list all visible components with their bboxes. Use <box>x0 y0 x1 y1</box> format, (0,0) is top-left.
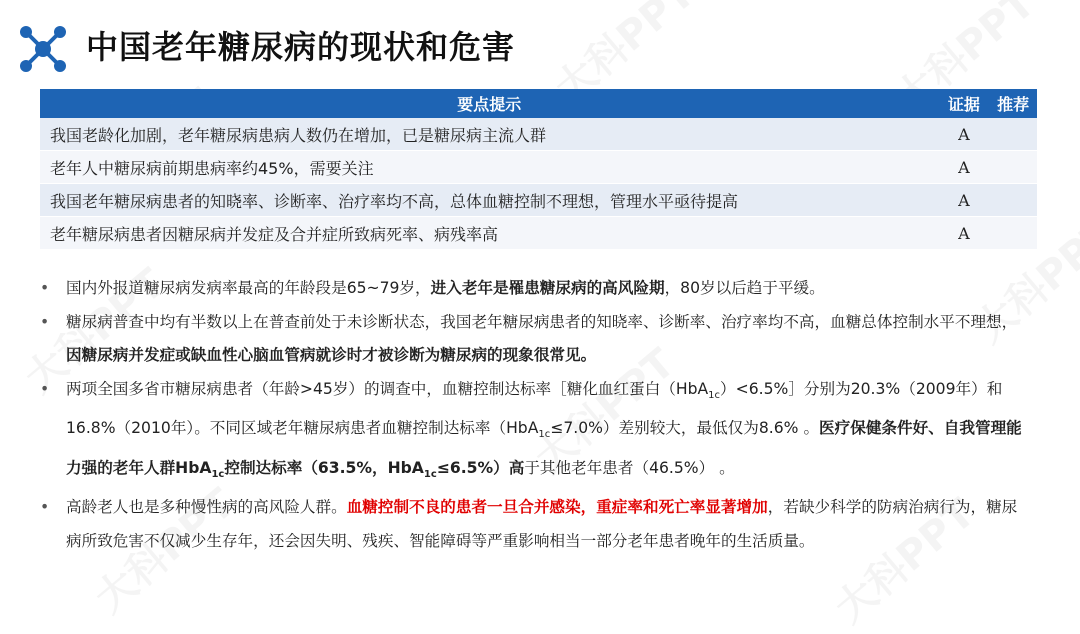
bullet-text: 国内外报道糖尿病发病率最高的年龄段是65~79岁， <box>66 279 431 297</box>
bullet-text: ≤7.0%）差别较大，最低仅为8.6% 。 <box>550 419 820 438</box>
bullet-text: ，80岁以后趋于平缓。 <box>664 279 825 297</box>
bullet-text: ）<6.5%］分别为20.3%（2009年）和16.8%（2010年）。不同区域老年糖尿病患者血糖控制达标率（HbA <box>66 379 1003 438</box>
molecule-logo-icon <box>18 24 68 74</box>
row-recommendation <box>989 217 1037 250</box>
row-recommendation <box>989 151 1037 184</box>
bullet-emphasis: ≤6.5%） <box>436 458 509 477</box>
bullet-list <box>40 272 1030 558</box>
bullet-item-onset-age <box>40 272 1030 306</box>
row-text: 老年人中糖尿病前期患病率约45%，需要关注 <box>40 151 939 184</box>
table-header-row <box>40 89 1037 118</box>
table-row <box>40 118 1037 151</box>
bullet-warning: 血糖控制不良的患者一旦合并感染，重症率和死亡率显著增加 <box>346 498 768 517</box>
bullet-emphasis: 医疗保健条件好、自我管理能力强的老年人群HbA <box>66 419 1022 477</box>
page-title: 中国老年糖尿病的现状和危害 <box>86 28 516 66</box>
bullet-text: 糖尿病普查中均有半数以上在普查前处于未诊断状态，我国老年糖尿病患者的知晓率、诊断率、治疗率均不高，血糖总体控制水平不理想， <box>66 312 1018 331</box>
bullet-text: ，若缺少科学的防病治病行为，糖尿病所致危害不仅减少生存年，还会因失明、残疾、智能障碍等严重影响相当一部分老年患者晚年的生活质量。 <box>66 498 1018 550</box>
bullet-text: 高龄老人也是多种慢性病的高风险人群。 <box>66 498 347 517</box>
header-evidence: 证据 <box>939 89 990 118</box>
subscript: 1c <box>423 468 437 480</box>
header-recommendation: 推荐 <box>989 89 1037 118</box>
row-text: 我国老年糖尿病患者的知晓率、诊断率、治疗率均不高，总体血糖控制不理想，管理水平亟待提高 <box>40 184 939 217</box>
bullet-emphasis: 进入老年是罹患糖尿病的高风险期 <box>430 279 665 297</box>
row-evidence: A <box>939 118 990 151</box>
bullet-item-diagnosis <box>40 306 1030 373</box>
bullet-text: 两项全国多省市糖尿病患者（年龄>45岁）的调查中，血糖控制达标率［糖化血红蛋白（HbA <box>66 379 709 398</box>
bullet-dot-icon: • <box>40 312 50 331</box>
bullet-text: 于其他老年患者（46.5%） 。 <box>524 458 735 477</box>
bullet-dot-icon: • <box>40 279 50 297</box>
row-text: 我国老龄化加剧，老年糖尿病患病人数仍在增加，已是糖尿病主流人群 <box>40 118 939 151</box>
key-points-table <box>40 89 1037 250</box>
row-evidence: A <box>939 151 990 184</box>
row-recommendation <box>989 184 1037 217</box>
bullet-dot-icon: • <box>40 379 50 398</box>
row-evidence: A <box>939 217 990 250</box>
bullet-emphasis: 高 <box>508 458 525 477</box>
row-recommendation <box>989 118 1037 151</box>
table-row <box>40 184 1037 217</box>
bullet-emphasis: 控制达标率（63.5%，HbA <box>224 458 424 477</box>
bullet-item-control-rate <box>40 373 1030 492</box>
header-key-points: 要点提示 <box>40 89 939 118</box>
row-evidence: A <box>939 184 990 217</box>
subscript: 1c <box>211 468 225 480</box>
bullet-dot-icon: • <box>40 498 50 517</box>
table-row <box>40 217 1037 250</box>
bullet-item-elderly-risk <box>40 491 1030 558</box>
row-text: 老年糖尿病患者因糖尿病并发症及合并症所致病死率、病残率高 <box>40 217 939 250</box>
table-row <box>40 151 1037 184</box>
subscript: 1c <box>538 429 551 441</box>
subscript: 1c <box>708 389 721 401</box>
bullet-emphasis: 因糖尿病并发症或缺血性心脑血管病就诊时才被诊断为糖尿病的现象很常见。 <box>66 346 597 364</box>
